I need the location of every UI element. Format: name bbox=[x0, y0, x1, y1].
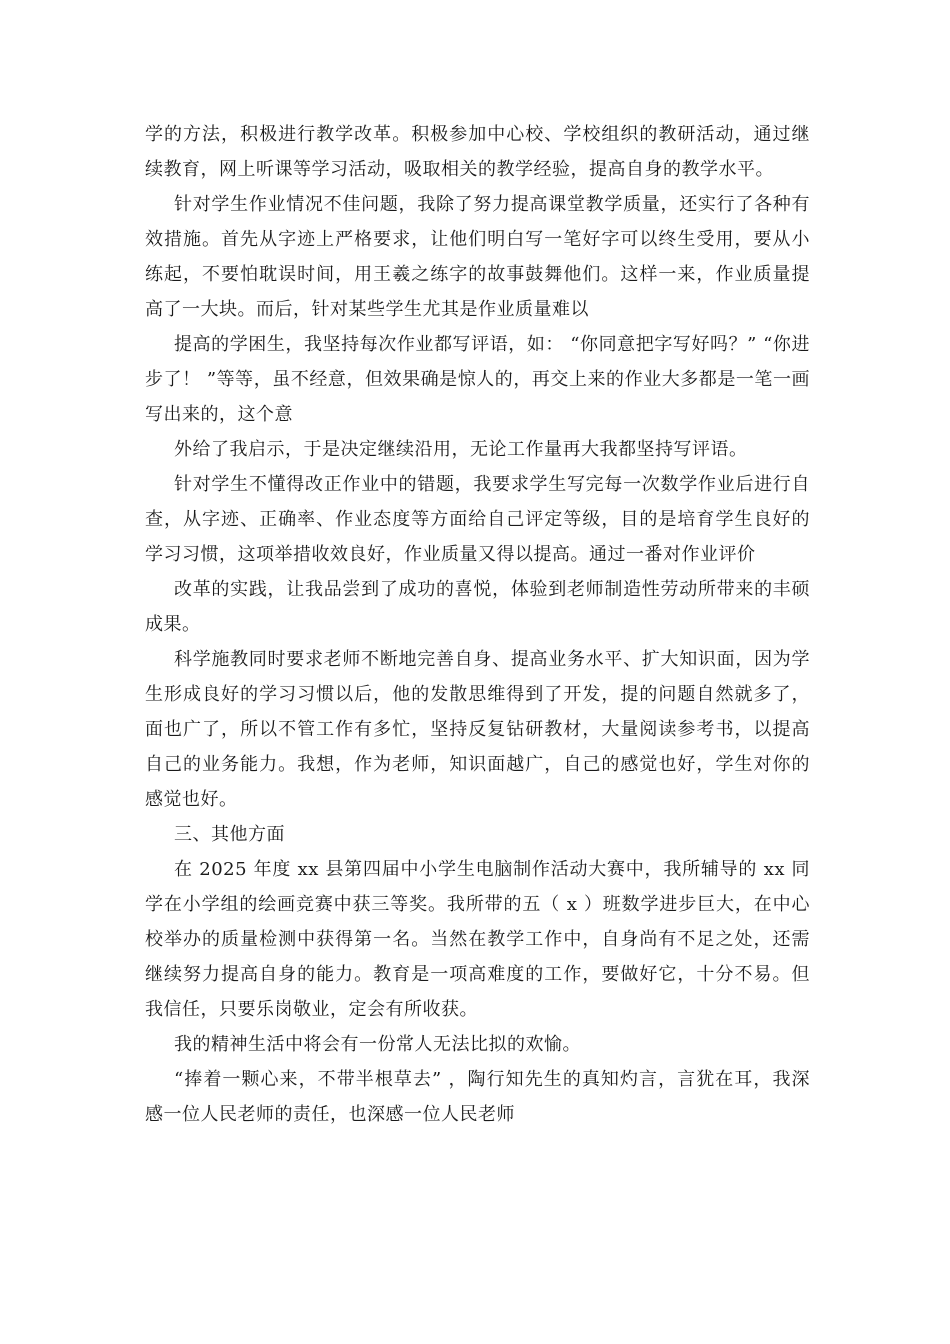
paragraph-5: 针对学生不懂得改正作业中的错题，我要求学生写完每一次数学作业后进行自查，从字迹、正确率、作业态度等方面给自己评定等级，目的是培育学生良好的学习习惯，这项举措收效良好，作业质量又得以提高。通过一番对作业评价 bbox=[145, 474, 810, 565]
paragraph-6: 改革的实践，让我品尝到了成功的喜悦，体验到老师制造性劳动所带来的丰硕成果。 bbox=[145, 579, 810, 635]
paragraph-9: 我的精神生活中将会有一份常人无法比拟的欢愉。 bbox=[174, 1034, 581, 1055]
paragraph-2: 针对学生作业情况不佳问题，我除了努力提高课堂教学质量，还实行了各种有效措施。首先从字迹上严格要求，让他们明白写一笔好字可以终生受用，要从小练起，不要怕耽误时间，用王羲之练字的故事鼓舞他们。这样一来，作业质量提高了一大块。而后，针对某些学生尤其是作业质量难以 bbox=[145, 194, 810, 320]
paragraph-7: 科学施教同时要求老师不断地完善自身、提高业务水平、扩大知识面，因为学生形成良好的学习习惯以后，他的发散思维得到了开发，提的问题自然就多了，面也广了，所以不管工作有多忙，坚持反复钻研教材，大量阅读参考书，以提高自己的业务能力。我想，作为老师，知识面越广，自己的感觉也好，学生对你的感觉也好。 bbox=[145, 649, 810, 810]
paragraph-1: 学的方法，积极进行教学改革。积极参加中心校、学校组织的教研活动，通过继续教育，网上听课等学习活动，吸取相关的教学经验，提高自身的教学水平。 bbox=[145, 124, 810, 180]
paragraph-10: “捧着一颗心来，不带半根草去” ，陶行知先生的真知灼言，言犹在耳，我深感一位人民老师的责任，也深感一位人民老师 bbox=[145, 1069, 810, 1125]
document-body bbox=[145, 117, 810, 1132]
paragraph-8: 在 2025 年度 xx 县第四届中小学生电脑制作活动大赛中，我所辅导的 xx 同学在小学组的绘画竞赛中获三等奖。我所带的五（ x ）班数学进步巨大，在中心校举办的质量检测中获得第一名。当然在教学工作中，自身尚有不足之处，还需继续努力提高自身的能力。教育是一项高难度的工作，要做好它，十分不易。但我信任，只要乐岗敬业，定会有所收获。 bbox=[145, 859, 810, 1020]
paragraph-3: 提高的学困生，我坚持每次作业都写评语，如： “你同意把字写好吗？” “你进步了！ ”等等，虽不经意，但效果确是惊人的，再交上来的作业大多都是一笔一画写出来的，这个意 bbox=[145, 334, 810, 425]
paragraph-4: 外给了我启示，于是决定继续沿用，无论工作量再大我都坚持写评语。 bbox=[174, 439, 748, 460]
section-heading: 三、其他方面 bbox=[174, 824, 285, 845]
